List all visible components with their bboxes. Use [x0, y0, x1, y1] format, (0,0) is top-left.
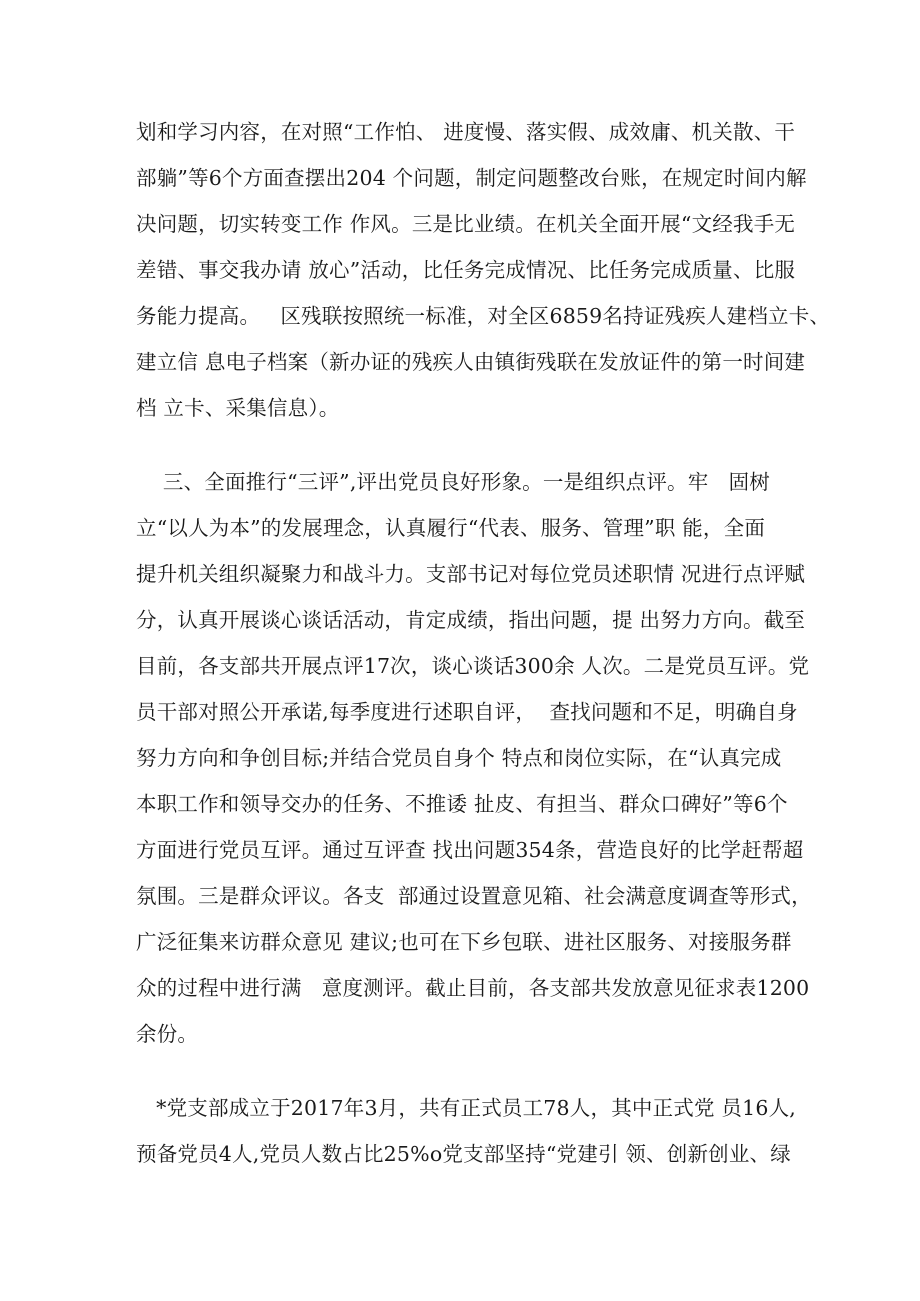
paragraph-2-line-8: 本职工作和领导交办的任务、不推诿 扯皮、有担当、群众口碑好”等6个	[136, 792, 788, 816]
paragraph-2-line-2: 立“以人为本”的发展理念，认真履行“代表、服务、管理”职 能，全面	[136, 516, 766, 540]
paragraph-2-line-11: 广泛征集来访群众意见 建议;也可在下乡包联、进社区服务、对接服务群	[136, 930, 792, 954]
paragraph-1-line-5: 务能力提高。 区残联按照统一标准，对全区6859名持证残疾人建档立卡、	[136, 304, 831, 328]
paragraph-1-line-1: 划和学习内容，在对照“工作怕、 进度慢、落实假、成效庸、机关散、干	[136, 120, 796, 144]
paragraph-1-line-2: 部躺”等6个方面查摆出204 个问题，制定问题整改台账，在规定时间内解	[136, 166, 807, 190]
paragraph-2-line-7: 努力方向和争创目标;并结合党员自身个 特点和岗位实际，在“认真完成	[136, 746, 782, 770]
paragraph-2-line-13: 余份。	[136, 1022, 199, 1046]
paragraph-1-line-7: 档 立卡、采集信息）。	[136, 396, 340, 420]
paragraph-1-line-3: 决问题，切实转变工作 作风。三是比业绩。在机关全面开展“文经我手无	[136, 212, 796, 236]
paragraph-2-line-9: 方面进行党员互评。通过互评查 找出问题354条，营造良好的比学赶帮超	[136, 838, 804, 862]
paragraph-2-line-4: 分，认真开展谈心谈话活动，肯定成绩，指出问题，提 出努力方向。截至	[136, 608, 806, 632]
paragraph-1-line-4: 差错、事交我办请 放心”活动，比任务完成情况、比任务完成质量、比服	[136, 258, 796, 282]
paragraph-3-line-1: *党支部成立于2017年3月，共有正式员工78人，其中正式党 员16人,	[136, 1096, 797, 1120]
paragraph-2-line-10: 氛围。三是群众评议。各支 部通过设置意见箱、社会满意度调查等形式，	[136, 884, 812, 908]
paragraph-2-line-6: 员干部对照公开承诺,每季度进行述职自评， 查找问题和不足，明确自身	[136, 700, 798, 724]
paragraph-2-line-1: 三、全面推行“三评”,评出党员良好形象。一是组织点评。牢 固树	[136, 470, 770, 494]
paragraph-2-line-12: 众的过程中进行满 意度测评。截止目前，各支部共发放意见征求表1200	[136, 976, 810, 1000]
paragraph-2-line-3: 提升机关组织凝聚力和战斗力。支部书记对每位党员述职情 况进行点评赋	[136, 562, 806, 586]
paragraph-3-line-2: 预备党员4人,党员人数占比25%o党支部坚持“党建引 领、创新创业、绿	[136, 1142, 791, 1166]
paragraph-1-line-6: 建立信 息电子档案（新办证的残疾人由镇街残联在发放证件的第一时间建	[136, 350, 806, 374]
paragraph-2-line-5: 目前，各支部共开展点评17次，谈心谈话300余 人次。二是党员互评。党	[136, 654, 810, 678]
